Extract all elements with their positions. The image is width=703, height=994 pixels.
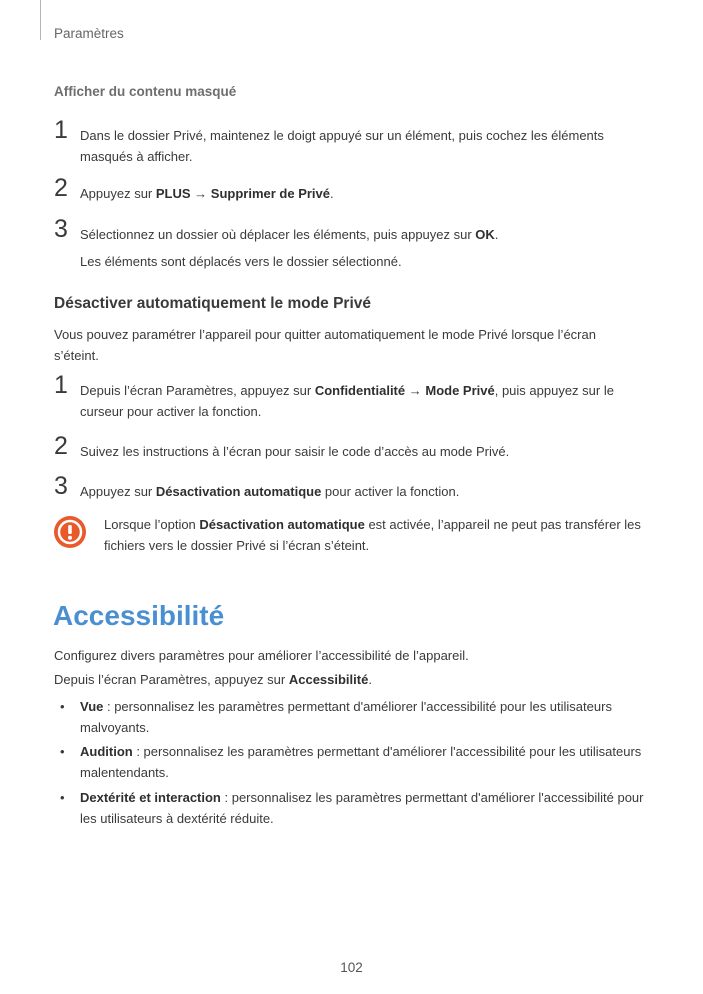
step-number: 3 [54,215,68,243]
step-number: 3 [54,472,68,500]
bullet-dot: • [60,699,65,714]
show-hidden-step-2 [54,174,644,204]
auto-disable-step-1 [54,371,644,422]
accessibility-title: Accessibilité [53,600,225,631]
accessibility-path: Depuis l’écran Paramètres, appuyez sur Accessibilité. [54,672,372,687]
step-text: Dans le dossier Privé, maintenez le doigt appuyé sur un élément, puis cochez les éléments masqués à afficher. [80,128,604,164]
header-section-title: Paramètres [54,26,124,41]
page-number: 102 [340,960,363,975]
step-number: 2 [54,174,68,202]
bullet-dot: • [60,744,65,759]
bullet-text: Dextérité et interaction : personnalisez les paramètres permettant d'améliorer l'accessibilité pour les utilisateurs à dextérité réduite. [80,790,644,826]
step-number: 1 [54,116,68,144]
show-hidden-step-3 [54,215,644,272]
bullet-audition [54,741,644,783]
step-text: Depuis l’écran Paramètres, appuyez sur Confidentialité → Mode Privé, puis appuyez sur le curseur pour activer la fonction. [80,383,614,419]
show-hidden-step-1 [54,116,644,167]
warning-icon [54,516,86,548]
auto-disable-heading: Désactiver automatiquement le mode Privé [54,295,372,312]
warning-note [54,514,654,556]
accessibility-intro: Configurez divers paramètres pour améliorer l’accessibilité de l’appareil. [54,648,469,663]
bullet-text: Vue : personnalisez les paramètres permettant d'améliorer l'accessibilité pour les utilisateurs malvoyants. [80,699,612,735]
step-number: 2 [54,432,68,460]
header-divider [40,0,41,40]
step-text: Sélectionnez un dossier où déplacer les éléments, puis appuyez sur OK. [80,227,499,242]
warning-text: Lorsque l’option Désactivation automatique est activée, l’appareil ne peut pas transférer les fichiers vers le dossier Privé si l’écran s’éteint. [104,517,641,553]
step-text: Appuyez sur Désactivation automatique pour activer la fonction. [80,484,460,499]
step-note: Les éléments sont déplacés vers le dossier sélectionné. [80,254,402,269]
auto-disable-step-3 [54,472,644,502]
step-text: Appuyez sur PLUS → Supprimer de Privé. [80,186,334,201]
step-text: Suivez les instructions à l’écran pour saisir le code d’accès au mode Privé. [80,444,510,459]
auto-disable-intro: Vous pouvez paramétrer l’appareil pour quitter automatiquement le mode Privé lorsque l’écran s’éteint. [54,327,596,363]
show-hidden-heading: Afficher du contenu masqué [54,84,237,99]
bullet-vue [54,696,644,738]
auto-disable-step-2 [54,432,644,462]
bullet-text: Audition : personnalisez les paramètres permettant d'améliorer l'accessibilité pour les utilisateurs malentendants. [80,744,642,780]
bullet-dot: • [60,790,65,805]
bullet-dexterite [54,787,644,829]
step-number: 1 [54,371,68,399]
